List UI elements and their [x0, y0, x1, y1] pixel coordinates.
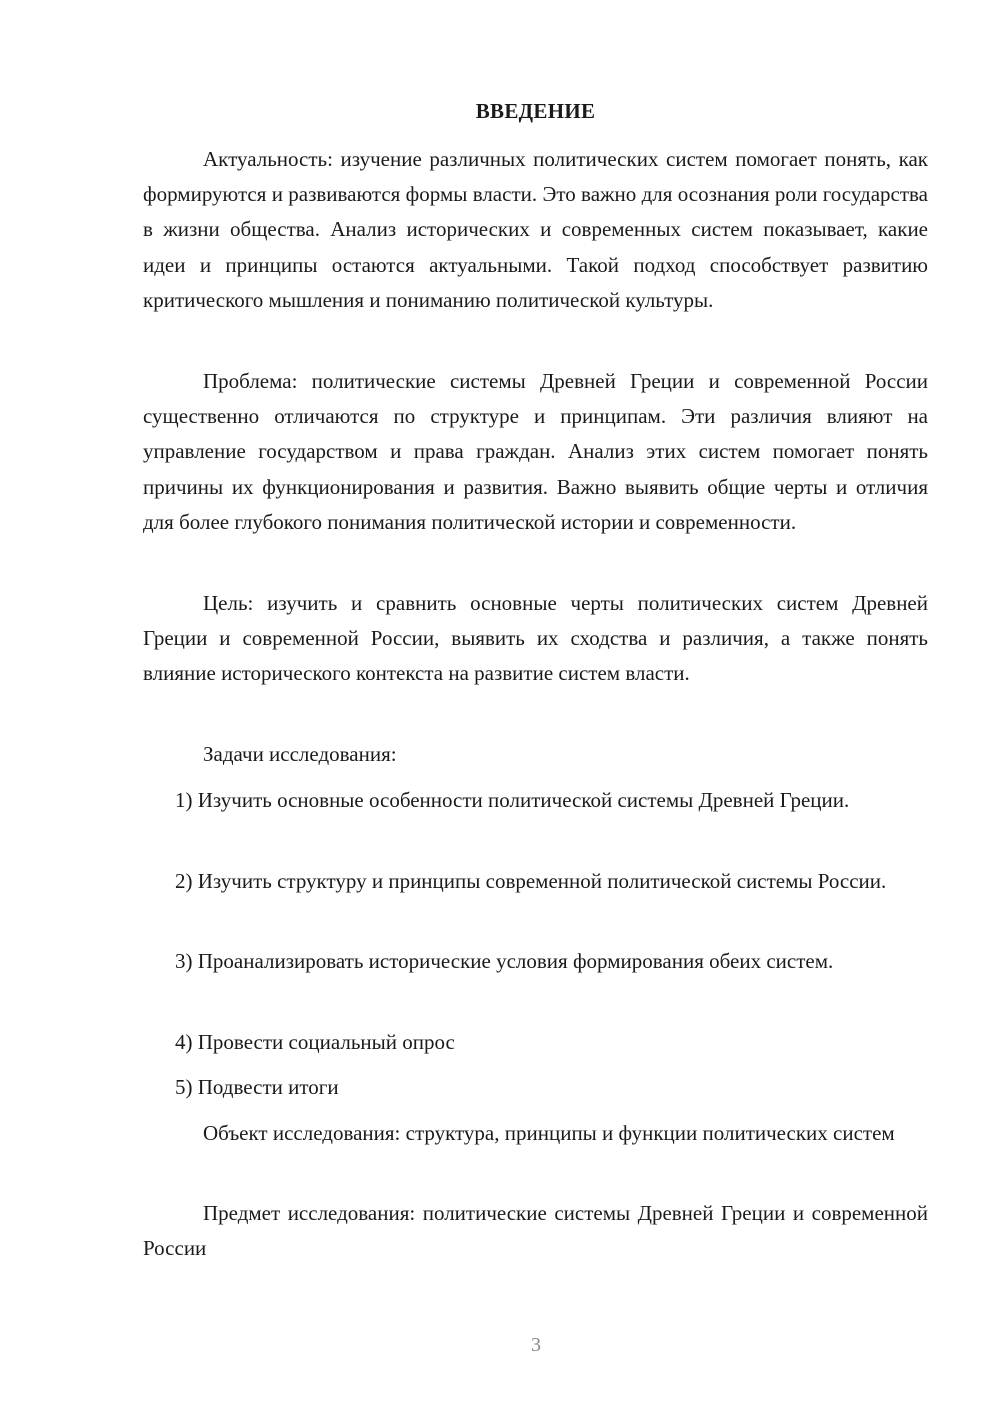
tasks-title: Задачи исследования: [203, 742, 397, 766]
task-item-2: 2) Изучить структуру и принципы современной политической системы России. [175, 869, 887, 893]
task-item-3: 3) Проанализировать исторические условия формирования обеих систем. [175, 949, 834, 973]
paragraph-subject: Предмет исследования: политические системы Древней Греции и современной России [143, 1201, 928, 1261]
page-title: ВВЕДЕНИЕ [475, 99, 596, 123]
paragraph-object: Объект исследования: структура, принципы и функции политических систем [203, 1121, 895, 1145]
task-item-1: 1) Изучить основные особенности политической системы Древней Греции. [175, 788, 850, 812]
page-number: 3 [531, 1334, 541, 1356]
task-item-4: 4) Провести социальный опрос [175, 1030, 455, 1054]
paragraph-problem: Проблема: политические системы Древней Греции и современной России существенно отличаются по структуре и принципам. Эти различия влияют на управление государством и права граждан. Анализ этих систем помогает понять причины их функционирования и развития. Важно выявить общие черты и отличия для более глубокого понимания политической истории и современности. [143, 369, 928, 534]
paragraph-goal: Цель: изучить и сравнить основные черты политических систем Древней Греции и современной России, выявить их сходства и различия, а также понять влияние исторического контекста на развитие систем власти. [143, 591, 928, 686]
paragraph-relevance: Актуальность: изучение различных политических систем помогает понять, как формируются и развиваются формы власти. Это важно для осознания роли государства в жизни общества. Анализ исторических и современных систем показывает, какие идеи и принципы остаются актуальными. Такой подход способствует развитию критического мышления и пониманию политической культуры. [143, 147, 928, 312]
task-item-5: 5) Подвести итоги [175, 1075, 339, 1099]
